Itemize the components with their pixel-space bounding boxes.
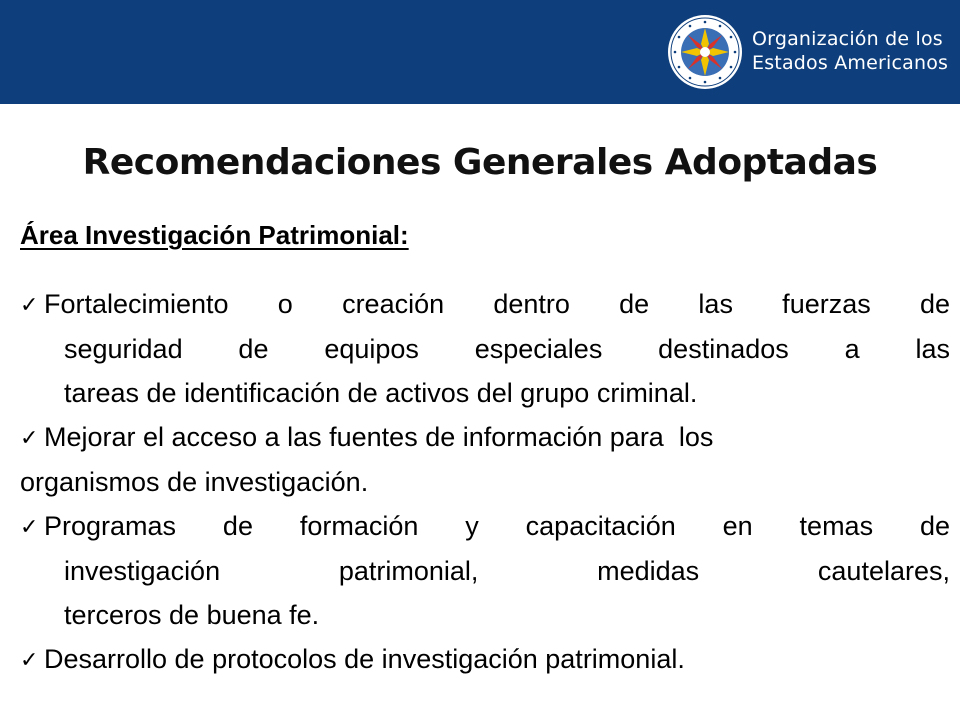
bullet-line: investigación patrimonial, medidas cautelares, <box>64 556 950 586</box>
bullet-line: Desarrollo de protocolos de investigación patrimonial. <box>44 644 685 674</box>
check-icon: ✓ <box>20 292 39 317</box>
section-heading: Área Investigación Patrimonial: <box>20 220 409 250</box>
org-name-line-1: Organización de los <box>752 28 943 50</box>
bullet-line: Programas de formación y capacitación en temas de <box>44 511 950 541</box>
bullet-line: tareas de identificación de activos del grupo criminal. <box>64 378 698 408</box>
slide-title: Recomendaciones Generales Adoptadas <box>82 142 878 183</box>
list-item <box>20 415 950 504</box>
bullet-line: organismos de investigación. <box>20 467 369 497</box>
oas-seal-logo <box>667 14 743 90</box>
check-icon: ✓ <box>20 425 39 450</box>
organization-name <box>752 27 948 75</box>
bullet-line: terceros de buena fe. <box>64 600 320 630</box>
bullet-line: Fortalecimiento o creación dentro de las fuerzas de <box>44 289 950 319</box>
org-name-line-2: Estados Americanos <box>752 52 949 74</box>
check-icon: ✓ <box>20 514 39 539</box>
header-bar <box>0 0 960 104</box>
list-item <box>20 637 950 682</box>
bullet-line: seguridad de equipos especiales destinados a las <box>64 334 950 364</box>
recommendations-list <box>20 282 950 682</box>
list-item <box>20 282 950 415</box>
check-icon: ✓ <box>20 647 39 672</box>
bullet-line: Mejorar el acceso a las fuentes de información para los <box>44 422 714 452</box>
list-item <box>20 504 950 637</box>
